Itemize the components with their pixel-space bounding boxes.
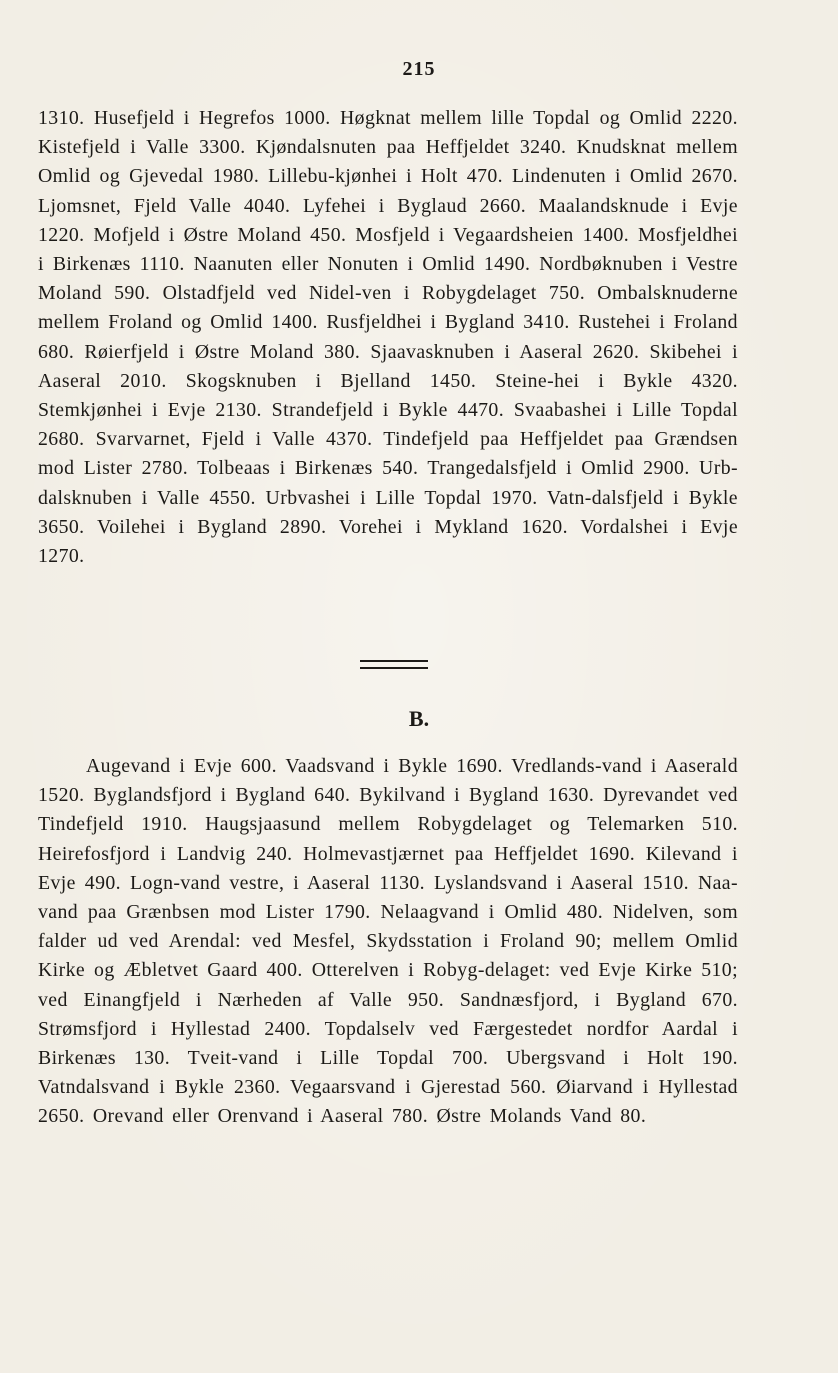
entry: Steine-hei i Bykle 4320.	[495, 369, 739, 392]
entry: Østre Molands Vand 80.	[436, 1105, 647, 1128]
entry: Nelaagvand i Omlid 480.	[380, 901, 604, 924]
entry: Orevand eller Orenvand i Aaseral 780.	[92, 1105, 429, 1128]
entry: Kistefjeld i Valle 3300.	[38, 136, 246, 159]
entry: Naa-vand paa Grænbsen mod Lister 1790.	[38, 871, 738, 924]
entry: Mosfjeldhei i Birkenæs 1110.	[38, 223, 738, 276]
entry: Tindefjeld paa Heffjeldet paa Grændsen mod Lister 2780.	[38, 428, 738, 480]
entry: Stemkjønhei i Evje 2130.	[38, 399, 262, 422]
entry: Svaabashei i Lille Topdal 2680.	[38, 399, 739, 451]
entry: Logn-vand vestre, i Aaseral 1130.	[130, 871, 425, 894]
section-a-text	[38, 104, 738, 571]
entry: Tveit-vand i Lille Topdal 700.	[187, 1047, 489, 1070]
entry: 1310.	[38, 107, 85, 129]
entry: Skogsknuben i Bjelland 1450.	[185, 369, 477, 392]
entry: Olstadfjeld ved Nidel-ven i Robygdelaget 750.	[162, 282, 586, 305]
entry: Rustehei i Froland 680.	[38, 311, 738, 363]
entry: Kilevand i Evje 490.	[38, 842, 738, 894]
entry: Sandnæsfjord, i Bygland 670.	[459, 988, 738, 1011]
entry: Vegaarsvand i Gjerestad 560.	[289, 1076, 547, 1099]
entry: Urb-dalsknuben i Valle 4550.	[38, 457, 738, 509]
entry: Ubergsvand i Holt 190.	[506, 1047, 738, 1070]
entry: Rusfjeldhei i Bygland 3410.	[326, 311, 570, 334]
entry: Voilehei i Bygland 2890.	[96, 515, 327, 538]
entry: Knudsknat mellem Omlid og Gjevedal 1980.	[38, 136, 738, 188]
entry: Otterelven i Robyg-delaget: ved Evje Kirke 510; ved Einangfjeld i Nærheden af Valle 950.	[38, 959, 738, 1011]
entry: Kjøndalsnuten paa Heffjeldet 3240.	[255, 136, 567, 159]
entry: Skibehei i Aaseral 2010.	[38, 340, 738, 392]
entry: Strandefjeld i Bykle 4470.	[271, 399, 505, 422]
entry: Høgknat mellem lille Topdal og Omlid 2220.	[339, 107, 738, 129]
entry: Vordalshei i Evje 1270.	[38, 515, 739, 568]
entry: Mosfjeld i Vegaardsheien 1400.	[355, 223, 630, 246]
entry: Ombalsknuderne mellem Froland og Omlid 1400.	[38, 282, 739, 334]
entry: Vatn-dalsfjeld i Bykle 3650.	[38, 486, 738, 538]
entry: Mofjeld i Østre Moland 450.	[93, 223, 347, 246]
entry: Topdalselv ved Færgestedet nordfor Aardal i Birkenæs 130.	[38, 1017, 738, 1070]
entry: Bykilvand i Bygland 1630.	[359, 784, 595, 807]
entry: Lyslandsvand i Aaseral 1510.	[433, 871, 689, 894]
entry: Vaadsvand i Bykle 1690.	[285, 755, 503, 777]
entry: Lyfehei i Byglaud 2660.	[302, 194, 527, 217]
entry: Vatndalsvand i Bykle 2360.	[38, 1076, 281, 1099]
entry: Vredlands-vand i Aaserald 1520.	[38, 755, 738, 807]
entry: Augevand i Evje 600.	[86, 755, 277, 777]
entry: Husefjeld i Hegrefos 1000.	[93, 107, 331, 129]
entry: Sjaavasknuben i Aaseral 2620.	[370, 340, 640, 363]
entry: Lindenuten i Omlid 2670.	[512, 165, 738, 188]
entry: Lillebu-kjønhei i Holt 470.	[268, 165, 504, 188]
entry: Svarvarnet, Fjeld i Valle 4370.	[95, 428, 373, 451]
section-b-text	[38, 752, 738, 1132]
entry: Nordbøknuben i Vestre Moland 590.	[38, 253, 738, 305]
section-divider	[360, 660, 428, 669]
entry: Trangedalsfjeld i Omlid 2900.	[427, 457, 690, 480]
entry: Nidelven, som falder ud ved Arendal: ved Mesfel, Skydsstation i Froland 90; mellem Omlid Kirke og Æbletvet Gaard 400.	[38, 901, 738, 982]
entry: Heirefosfjord i Landvig 240.	[38, 842, 293, 865]
entry: Ljomsnet, Fjeld Valle 4040.	[38, 194, 291, 217]
entry: Naanuten eller Nonuten i Omlid 1490.	[193, 253, 531, 276]
entry: Haugsjaasund mellem Robygdelaget og Telemarken 510.	[205, 813, 738, 836]
entry: Byglandsfjord i Bygland 640.	[93, 784, 351, 807]
entry: Vorehei i Mykland 1620.	[338, 515, 568, 538]
entry: Røierfjeld i Østre Moland 380.	[84, 340, 361, 363]
entry: Holmevastjærnet paa Heffjeldet 1690.	[303, 842, 636, 865]
page-number: 215	[402, 58, 436, 80]
section-heading: B.	[408, 706, 430, 731]
entry: Øiarvand i Hyllestad 2650.	[38, 1076, 738, 1128]
entry: Dyrevandet ved Tindefjeld 1910.	[38, 784, 738, 836]
entry: Strømsfjord i Hyllestad 2400.	[38, 1017, 311, 1040]
entry: Urbvashei i Lille Topdal 1970.	[265, 486, 538, 509]
entry: Tolbeaas i Birkenæs 540.	[197, 457, 419, 480]
entry: Maalandsknude i Evje 1220.	[38, 194, 738, 246]
